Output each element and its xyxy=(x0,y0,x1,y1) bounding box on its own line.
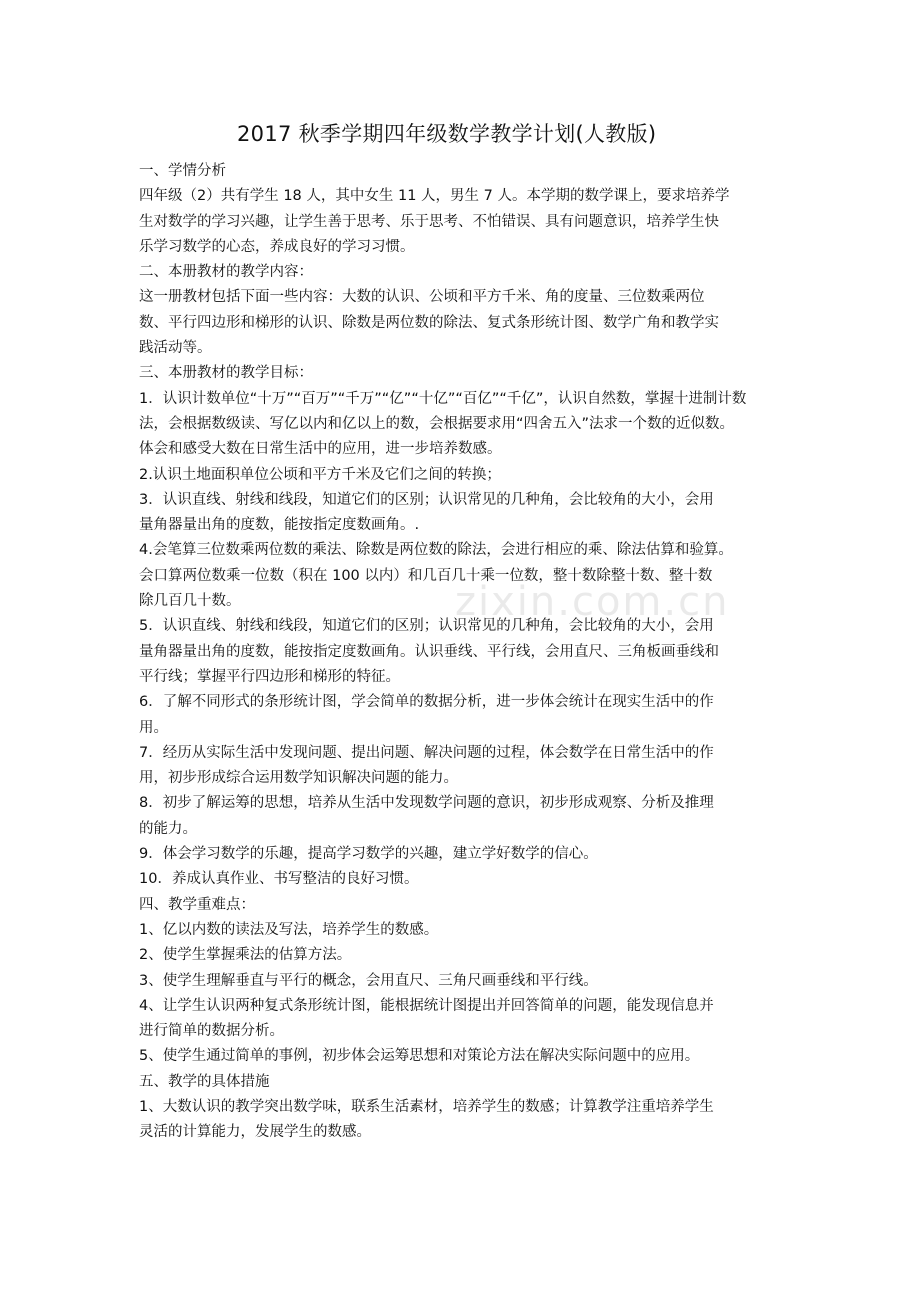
text-line: 量角器量出角的度数，能按指定度数画角。认识垂线、平行线，会用直尺、三角板画垂线和 xyxy=(139,643,719,660)
text-line: 的能力。 xyxy=(139,820,197,837)
document-body xyxy=(139,159,789,1146)
text-line: 这一册教材包括下面一些内容：大数的认识、公顷和平方千米、角的度量、三位数乘两位 xyxy=(139,289,705,306)
text-line: 10．养成认真作业、书写整洁的良好习惯。 xyxy=(139,871,419,888)
text-line: 灵活的计算能力，发展学生的数感。 xyxy=(139,1124,371,1141)
text-line: 1、亿以内数的读法及写法，培养学生的数感。 xyxy=(139,921,439,938)
text-line: 体会和感受大数在日常生活中的应用，进一步培养数感。 xyxy=(139,441,502,458)
text-line: 二、本册教材的教学内容： xyxy=(139,264,313,281)
text-line: 8．初步了解运筹的思想，培养从生活中发现数学问题的意识，初步形成观察、分析及推理 xyxy=(139,795,714,812)
text-line: 4、让学生认识两种复式条形统计图，能根据统计图提出并回答简单的问题，能发现信息并 xyxy=(139,997,714,1014)
text-line: 乐学习数学的心态，养成良好的学习习惯。 xyxy=(139,238,415,255)
text-line: 五、教学的具体措施 xyxy=(139,1073,270,1090)
text-line: 会口算两位数乘一位数（积在 100 以内）和几百几十乘一位数，整十数除整十数、整十数 xyxy=(139,567,713,584)
text-line: 5．认识直线、射线和线段，知道它们的区别；认识常见的几种角，会比较角的大小，会用 xyxy=(139,618,714,635)
text-line: 践活动等。 xyxy=(139,340,212,357)
text-line: 4.会笔算三位数乘两位数的乘法、除数是两位数的除法，会进行相应的乘、除法估算和验算。 xyxy=(139,542,733,559)
text-line: 三、本册教材的教学目标： xyxy=(139,365,313,382)
text-line: 进行简单的数据分析。 xyxy=(139,1023,284,1040)
text-line: 法，会根据数级读、写亿以内和亿以上的数，会根据要求用“四舍五入”法求一个数的近似数。 xyxy=(139,415,735,432)
text-line: 3．认识直线、射线和线段，知道它们的区别；认识常见的几种角，会比较角的大小，会用 xyxy=(139,491,714,508)
text-line: 2.认识土地面积单位公顷和平方千米及它们之间的转换； xyxy=(139,466,501,483)
page-title: 2017 秋季学期四年级数学教学计划(人教版) xyxy=(237,122,657,146)
text-line: 5、使学生通过简单的事例，初步体会运筹思想和对策论方法在解决实际问题中的应用。 xyxy=(139,1048,700,1065)
text-line: 平行线；掌握平行四边形和梯形的特征。 xyxy=(139,668,400,685)
text-line: 量角器量出角的度数，能按指定度数画角。. xyxy=(139,517,420,534)
text-line: 除几百几十数。 xyxy=(139,593,241,610)
text-line: 生对数学的学习兴趣，让学生善于思考、乐于思考、不怕错误、具有问题意识，培养学生快 xyxy=(139,213,719,230)
text-line: 1．认识计数单位“十万”“百万”“千万”“亿”“十亿”“百亿”“千亿”，认识自然数，掌握十进制计数 xyxy=(139,390,747,407)
text-line: 一、学情分析 xyxy=(139,163,226,179)
text-line: 四、教学重难点： xyxy=(139,896,255,913)
text-line: 6．了解不同形式的条形统计图，学会简单的数据分析，进一步体会统计在现实生活中的作 xyxy=(139,694,714,711)
text-line: 数、平行四边形和梯形的认识、除数是两位数的除法、复式条形统计图、数学广角和教学实 xyxy=(139,314,719,331)
text-line: 3、使学生理解垂直与平行的概念，会用直尺、三角尺画垂线和平行线。 xyxy=(139,972,598,989)
text-line: 用。 xyxy=(139,719,168,736)
text-line: 四年级（2）共有学生 18 人，其中女生 11 人，男生 7 人。本学期的数学课上，要求培养学 xyxy=(139,188,730,205)
text-line: 2、使学生掌握乘法的估算方法。 xyxy=(139,947,352,964)
text-line: 9．体会学习数学的乐趣，提高学习数学的兴趣，建立学好数学的信心。 xyxy=(139,846,598,863)
text-line: 用，初步形成综合运用数学知识解决问题的能力。 xyxy=(139,770,458,787)
text-line: 7．经历从实际生活中发现问题、提出问题、解决问题的过程，体会数学在日常生活中的作 xyxy=(139,744,714,761)
text-line: 1、大数认识的教学突出数学味，联系生活素材，培养学生的数感；计算教学注重培养学生 xyxy=(139,1098,714,1115)
watermark: zixin.com.cn xyxy=(455,579,730,625)
